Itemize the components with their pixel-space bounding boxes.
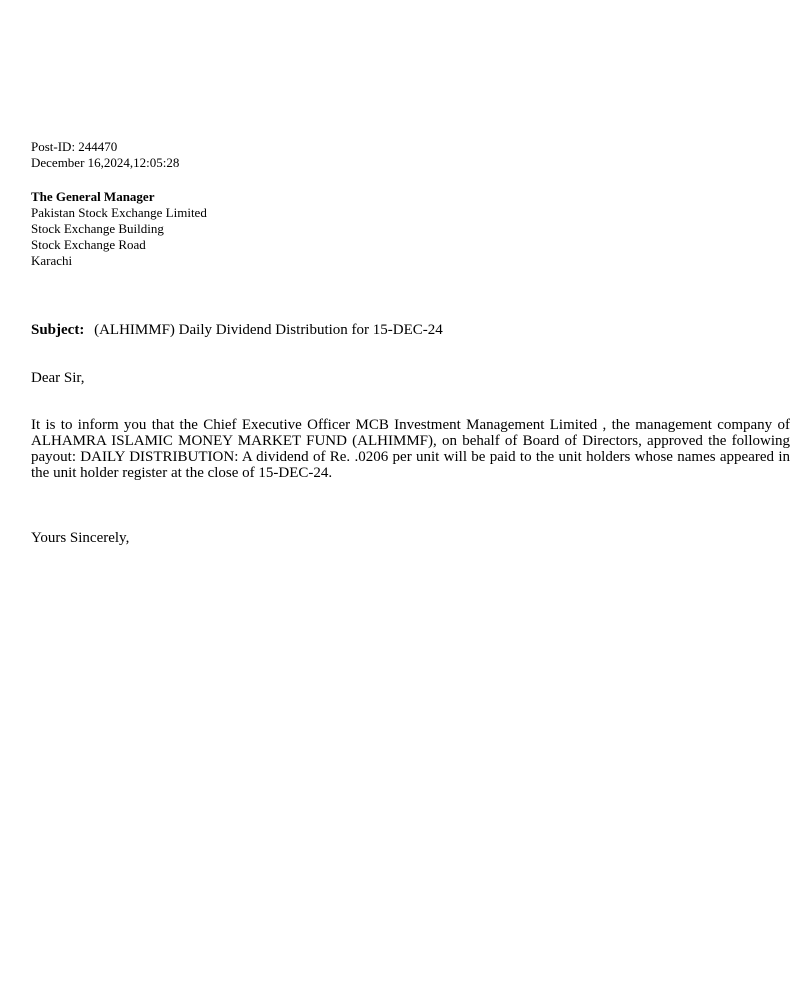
post-id: Post-ID: 244470 xyxy=(31,139,118,154)
subject-line xyxy=(31,321,790,339)
meta-block xyxy=(31,139,790,171)
body-paragraph: It is to inform you that the Chief Executive Officer MCB Investment Management Limited , the management company of ALHAMRA ISLAMIC MONEY MARKET FUND (ALHIMMF), on behalf of Board of Directors, approved the following payout: DAILY DISTRIBUTION: A dividend of Re. .0206 per unit will be paid to the unit holders whose names appeared in the unit holder register at the close of 15-DEC-24. xyxy=(31,417,790,481)
recipient-address-line: Stock Exchange Building xyxy=(31,221,164,236)
closing: Yours Sincerely, xyxy=(31,530,130,546)
date-time: December 16,2024,12:05:28 xyxy=(31,155,180,170)
subject-label: Subject: xyxy=(31,322,85,338)
recipient-name: The General Manager xyxy=(31,189,155,204)
recipient-address-line: Pakistan Stock Exchange Limited xyxy=(31,205,207,220)
letter-content xyxy=(31,139,790,547)
recipient-block xyxy=(31,189,790,269)
recipient-address-line: Karachi xyxy=(31,253,73,268)
subject-text: (ALHIMMF) Daily Dividend Distribution for 15-DEC-24 xyxy=(94,322,443,338)
salutation: Dear Sir, xyxy=(31,370,85,386)
recipient-address-line: Stock Exchange Road xyxy=(31,237,146,252)
